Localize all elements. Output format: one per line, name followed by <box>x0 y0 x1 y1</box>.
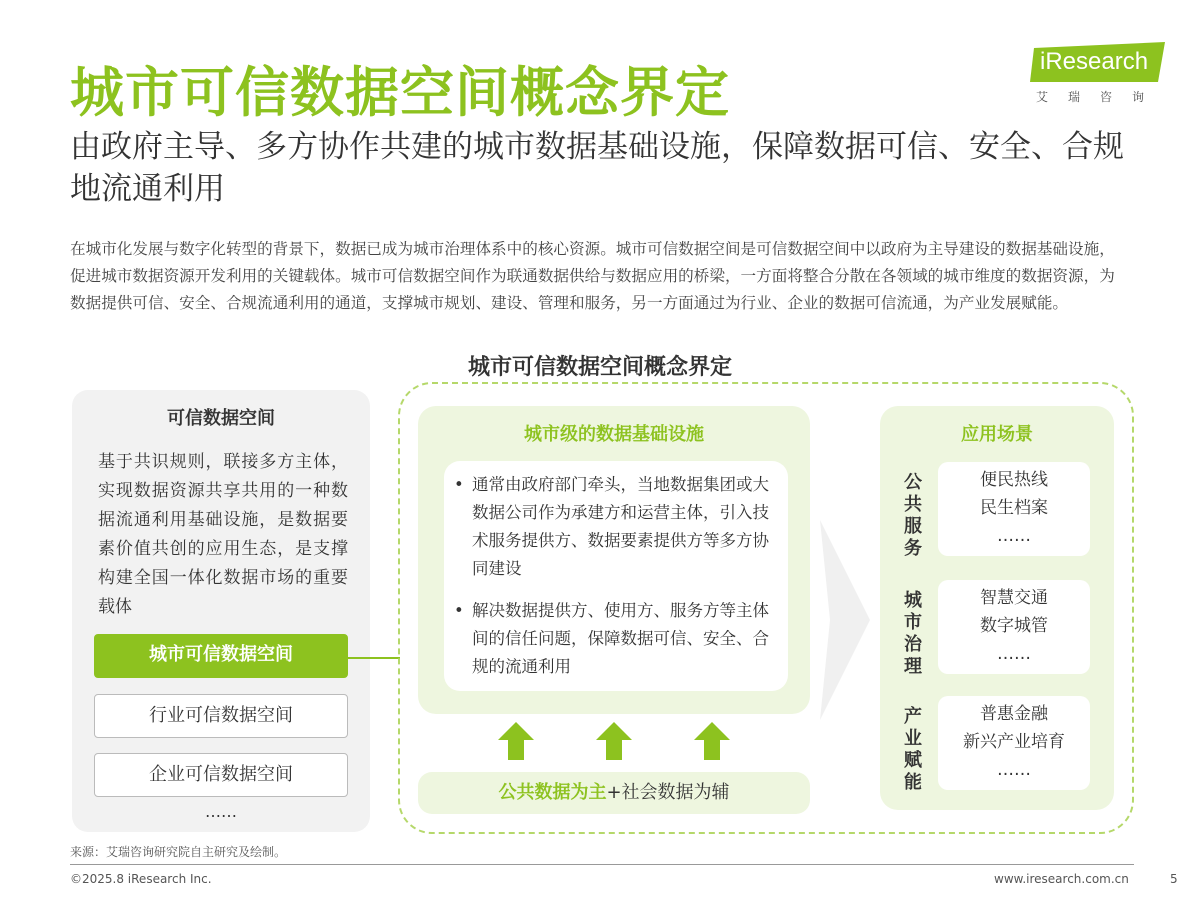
left-panel-ellipsis: …… <box>205 802 237 821</box>
diagram-title: 城市可信数据空间概念界定 <box>467 355 732 380</box>
logo-subtitle: 艾瑞咨询 <box>1036 90 1165 104</box>
bullet-item <box>454 471 784 583</box>
bullet-dot: • <box>454 475 464 494</box>
category-public-service: 公共服务 <box>904 472 922 559</box>
up-arrow-icon <box>694 722 730 760</box>
scenario-item: 便民热线 <box>980 470 1048 490</box>
infrastructure-details <box>444 461 788 691</box>
connector-line <box>348 657 400 659</box>
website-link[interactable]: www.iresearch.com.cn <box>994 872 1129 886</box>
scenario-box-public-service <box>938 462 1090 556</box>
page-subtitle: 由政府主导、多方协作共建的城市数据基础设施，保障数据可信、安全、合规地流通利用 <box>70 129 1124 207</box>
category-city-governance: 城市治理 <box>904 590 922 677</box>
trusted-data-space-panel <box>72 390 370 832</box>
public-data-label: 公共数据为主 <box>498 782 607 803</box>
copyright: ©2025.8 iResearch Inc. <box>70 872 212 886</box>
scenario-item: 智慧交通 <box>980 588 1048 608</box>
infrastructure-title: 城市级的数据基础设施 <box>524 424 704 445</box>
bullet-text: 通常由政府部门牵头，当地数据集团或大数据公司作为承建方和运营主体，引入技术服务提供方、数据要素提供方等多方协同建设 <box>472 475 769 578</box>
up-arrows <box>418 722 810 762</box>
city-data-space-item: 城市可信数据空间 <box>94 634 348 678</box>
scenario-box-industry-empowerment <box>938 696 1090 790</box>
bullet-item <box>454 597 784 681</box>
scenario-item: 民生档案 <box>980 498 1048 518</box>
application-scenarios-panel <box>880 406 1114 810</box>
chevron-right-icon <box>820 520 870 720</box>
left-panel-description: 基于共识规则，联接多方主体，实现数据资源共享共用的一种数据流通利用基础设施，是数据要素价值共创的应用生态，是支撑构建全国一体化数据市场的重要载体 <box>98 452 348 617</box>
scenario-item: …… <box>997 644 1031 664</box>
up-arrow-icon <box>498 722 534 760</box>
up-arrow-icon <box>596 722 632 760</box>
intro-paragraph: 在城市化发展与数字化转型的背景下，数据已成为城市治理体系中的核心资源。城市可信数据空间是可信数据空间中以政府为主导建设的数据基础设施，促进城市数据资源开发利用的关键载体。城市可信数据空间作为联通数据供给与数据应用的桥梁，一方面将整合分散在各领域的城市维度的数据资源，为数据提供可信、安全、合规流通利用的通道，支撑城市规划、建设、管理和服务，另一方面通过为行业、企业的数据可信流通，为产业发展赋能。 <box>70 240 1115 312</box>
scenario-item: …… <box>997 760 1031 780</box>
page-title: 城市可信数据空间概念界定 <box>70 61 730 124</box>
infrastructure-panel <box>418 406 810 714</box>
page-number: 5 <box>1170 872 1178 886</box>
bullet-text: 解决数据提供方、使用方、服务方等主体间的信任问题，保障数据可信、安全、合规的流通利用 <box>472 601 769 676</box>
industry-data-space-item: 行业可信数据空间 <box>94 694 348 738</box>
data-source-bar <box>418 772 810 814</box>
scenario-item: 普惠金融 <box>980 704 1048 724</box>
scenario-box-city-governance <box>938 580 1090 674</box>
iresearch-logo <box>1030 42 1170 104</box>
logo-name: iResearch <box>1040 48 1149 75</box>
bullet-dot: • <box>454 601 464 620</box>
footer-divider <box>70 864 1134 865</box>
enterprise-data-space-item: 企业可信数据空间 <box>94 753 348 797</box>
source-note: 来源：艾瑞咨询研究院自主研究及绘制。 <box>70 845 287 859</box>
scenario-item: 数字城管 <box>980 616 1048 636</box>
scenarios-title: 应用场景 <box>961 424 1033 445</box>
category-industry-empowerment: 产业赋能 <box>904 706 922 793</box>
scenario-item: …… <box>997 526 1031 546</box>
left-panel-title: 可信数据空间 <box>167 408 275 429</box>
scenario-item: 新兴产业培育 <box>963 732 1065 752</box>
social-data-label: +社会数据为辅 <box>606 782 730 803</box>
